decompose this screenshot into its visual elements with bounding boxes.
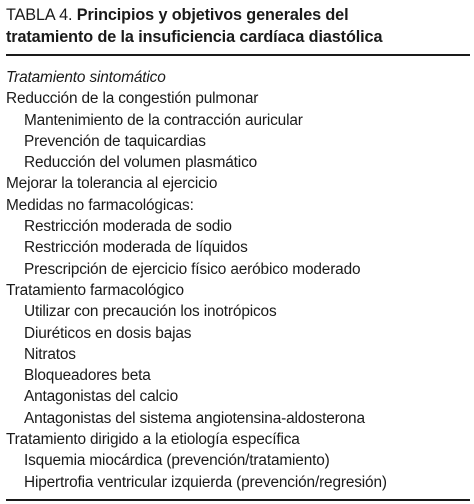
- table-subitem: Prevención de taquicardias: [24, 132, 206, 150]
- table-title-line-1: Principios y objetivos generales del: [76, 6, 349, 24]
- table-subitem: Utilizar con precaución los inotrópicos: [24, 303, 277, 321]
- table-title-line-2: tratamiento de la insuficiencia cardíaca diastólica: [6, 28, 383, 46]
- table-subitem: Bloqueadores beta: [24, 367, 151, 385]
- table-section-heading: Tratamiento dirigido a la etiología específica: [6, 431, 300, 449]
- bottom-rule: [6, 499, 470, 501]
- table-body: [6, 56, 468, 493]
- table-section-heading: Reducción de la congestión pulmonar: [6, 90, 259, 108]
- table-section-heading: Tratamiento sintomático: [6, 69, 166, 86]
- table-subitem: Isquemia miocárdica (prevención/tratamiento): [24, 452, 330, 470]
- table-subitem: Mantenimiento de la contracción auricular: [24, 111, 303, 129]
- table-subitem: Hipertrofia ventricular izquierda (prevención/regresión): [24, 473, 387, 491]
- table-number: TABLA 4.: [6, 6, 73, 24]
- table-caption: [6, 4, 468, 54]
- table-subitem: Antagonistas del sistema angiotensina-aldosterona: [24, 409, 365, 427]
- table-4: [6, 4, 468, 501]
- table-section-heading: Tratamiento farmacológico: [6, 281, 184, 299]
- table-subitem: Reducción del volumen plasmático: [24, 154, 258, 172]
- table-subitem: Prescripción de ejercicio físico aeróbico moderado: [24, 260, 361, 278]
- table-subitem: Diuréticos en dosis bajas: [24, 324, 192, 342]
- table-section-heading: Medidas no farmacológicas:: [6, 196, 194, 214]
- table-subitem: Antagonistas del calcio: [24, 388, 178, 406]
- caption-line-1: [6, 4, 468, 26]
- table-subitem: Nitratos: [24, 345, 76, 363]
- table-subitem: Restricción moderada de sodio: [24, 218, 232, 236]
- table-subitem: Restricción moderada de líquidos: [24, 239, 248, 257]
- table-section-heading: Mejorar la tolerancia al ejercicio: [6, 175, 218, 193]
